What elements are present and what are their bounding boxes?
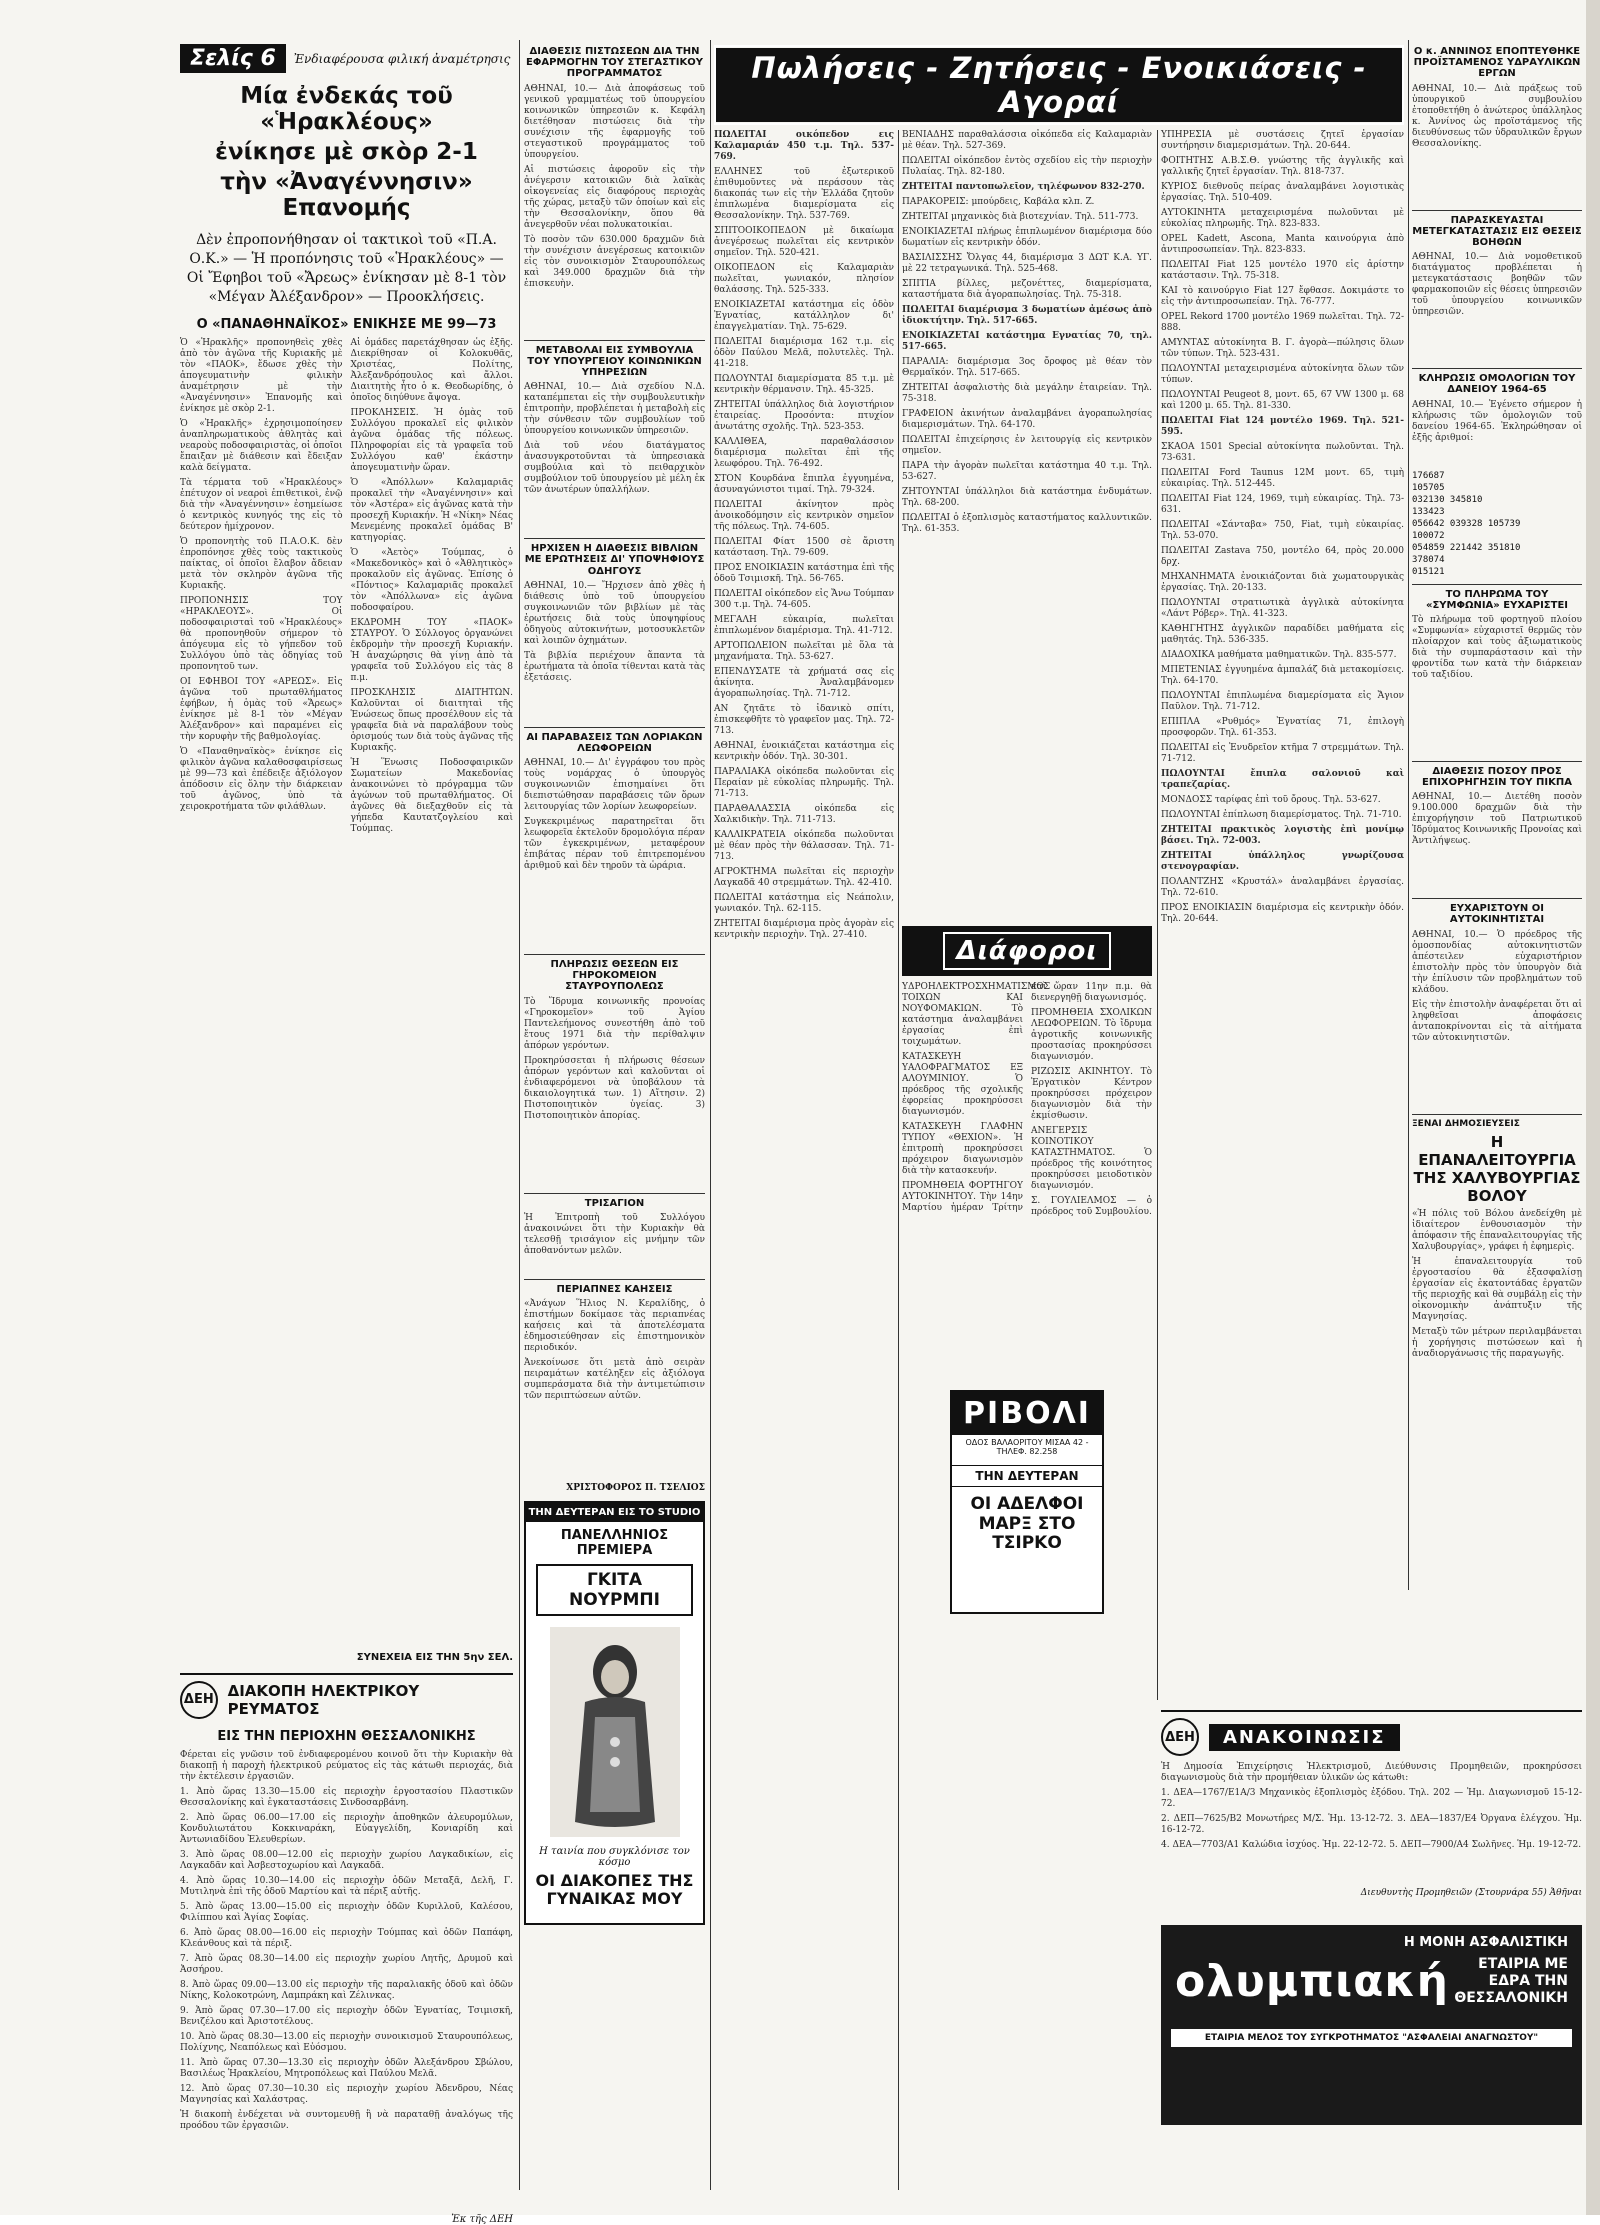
announcements-text: Ἡ Δημοσία Ἐπιχείρησις Ἠλεκτρισμοῦ, Διεύθυνσις Προμηθειῶν, προκηρύσσει διαγωνισμοὺς διὰ τὴν προμήθειαν ὑλικῶν ὡς κάτωθι: 1. ΔΕΑ—1767/Ε1Α/3 Μηχανικὸς ἐξοπλισμὸς ἐξόδου. Τηλ. 202 — Ἡμ. Διαγωνισμοῦ 15-12-72. 2. ΔΕΠ—7625/Β2 Μονωτήρες Μ/Σ. Ἡμ. 13-12-72. 3. ΔΕΑ—1837/Ε4 Ὀργανα ἐλέγχου. Ἡμ. 16-12-72. 4. ΔΕΑ—7703/Α1 Καλώδια ἰσχύος. Ἡμ. 22-12-72. 5. ΔΕΠ—7900/Α4 Σωλῆνες. Ἡμ. 19-12-72. xyxy=(1161,1762,1582,1850)
right-headline-bonds: ΚΛΗΡΩΣΙΣ ΟΜΟΛΟΓΙΩΝ ΤΟΥ ΔΑΝΕΙΟΥ 1964-65 xyxy=(1412,368,1582,395)
section-name: Σελίς 6 xyxy=(180,44,286,73)
news-headline-elderly-home: ΠΛΗΡΩΣΙΣ ΘΕΣΕΩΝ ΕΙΣ ΓΗΡΟΚΟΜΕΙΟΝ ΣΤΑΥΡΟΥΠΟΛΕΩΣ xyxy=(524,954,705,993)
classifieds-text-b-top: ΒΕΝΙΑΔΗΣ παραθαλάσσια οἰκόπεδα εἰς Καλαμαριὰν μὲ θέαν. Τηλ. 527-369. ΠΩΛΕΙΤΑΙ οἰκόπεδον ἐντὸς σχεδίου εἰς τὴν περιοχὴν Πυλαίας. Τηλ. 82-180. ΖΗΤΕΙΤΑΙ παντοπωλεῖον, τηλέφωνον 832-270. ΠΑΡΑΚΟΡΕΙΣ: μπούρδεις, Καβάλα κλπ. Z. ΖΗΤΕΙΤΑΙ μηχανικὸς διὰ βιοτεχνίαν. Τηλ. 511-773. ΕΝΟΙΚΙΑΖΕΤΑΙ πλήρως ἐπιπλωμένον διαμέρισμα δύο δωματίων εἰς κεντρικὴν ὁδόν. ΒΑΣΙΛΙΣΣΗΣ Ὄλγας 44, διαμέρισμα 3 ΔΩΤ Κ.Α. ΥΓ. μὲ 22 τετραγωνικά. Τηλ. 525-468. ΣΠΙΤΙΑ βίλλες, μεζονέττες, διαμερίσματα, καταστήματα διὰ ἀγοραπωλησίας. Τηλ. 75-318. ΠΩΛΕΙΤΑΙ διαμέρισμα 3 δωματίων ἀμέσως ἀπὸ ἰδιοκτήτην. Τηλ. 517-665. ΕΝΟΙΚΙΑΖΕΤΑΙ κατάστημα Εγνατίας 70, τηλ. 517-665. ΠΑΡΑΛΙΑ: διαμέρισμα 3ος ὄροφος μὲ θέαν τὸν Θερμαϊκόν. Τηλ. 517-665. ΖΗΤΕΙΤΑΙ ἀσφαλιστὴς διὰ μεγάλην ἐταιρείαν. Τηλ. 75-318. ΓΡΑΦΕΙΟΝ ἀκινήτων ἀναλαμβάνει ἀγοραπωλησίας διαμερισμάτων. Τηλ. 64-170. ΠΩΛΕΙΤΑΙ ἐπιχείρησις ἐν λειτουργίᾳ εἰς κεντρικὸν σημεῖον. ΠΑΡΑ τὴν ἀγορὰν πωλεῖται κατάστημα 40 τ.μ. Τηλ. 53-627. ΖΗΤΟΥΝΤΑΙ ὑπάλληλοι διὰ κατάστημα ἐνδυμάτων. Τηλ. 68-200. ΠΩΛΕΙΤΑΙ ὁ ἐξοπλισμὸς καταστήματος καλλυντικῶν. Τηλ. 61-353. xyxy=(902,130,1152,534)
classified-ad: ΠΩΛΟΥΝΤΑΙ ἔπιπλα σαλονιοῦ καὶ τραπεζαρίας. xyxy=(1161,769,1404,790)
rivoli-address: ΟΔΟΣ ΒΑΛΑΟΡΙΤΟΥ ΜΙΣΑΑ 42 - ΤΗΛΕΦ. 82.258 xyxy=(965,1438,1089,1456)
olympiaki-footer: ΕΤΑΙΡΙΑ ΜΕΛΟΣ ΤΟΥ ΣΥΓΚΡΟΤΗΜΑΤΟΣ "ΑΣΦΑΛΕΙΑΙ ΑΝΑΓΝΩΣΤΟΥ" xyxy=(1171,2029,1572,2047)
classifieds-col-c xyxy=(1161,130,1404,1710)
sports-headline-3: τὴν «Ἀναγέννησιν» Επανομής xyxy=(220,169,473,221)
cinema-ad-illustration xyxy=(540,1622,690,1842)
right-headline-annino: Ο κ. ΑΝΝΙΝΟΣ ΕΠΟΠΤΕΥΘΗΚΕ ΠΡΟΪΣΤΑΜΕΝΟΣ ΥΔΡΑΥΛΙΚΩΝ ΕΡΓΩΝ xyxy=(1413,46,1581,80)
cinema-ad-title: ΟΙ ΔΙΑΚΟΠΕΣ ΤΗΣ ΓΥΝΑΙΚΑΣ ΜΟΥ xyxy=(535,1871,694,1908)
classified-ad: ΠΩΛΕΙΤΑΙ διαμέρισμα 3 δωματίων ἀμέσως ἀπὸ ἰδιοκτήτην. Τηλ. 517-665. xyxy=(902,305,1152,326)
news-headline-driving: ΗΡΧΙΣΕΝ Η ΔΙΑΘΕΣΙΣ ΒΙΒΛΙΩΝ ΜΕ ΕΡΩΤΗΣΕΙΣ ΔΙ' ΥΠΟΨΗΦΙΟΥΣ ΟΔΗΓΟΥΣ xyxy=(524,538,705,577)
sports-headline-2: ἐνίκησε μὲ σκὸρ 2-1 xyxy=(215,139,478,165)
dei-logo: ΔΕΗ xyxy=(1161,1718,1199,1756)
right-text-pikpa: ΑΘΗΝΑΙ, 10.— Διετέθη ποσὸν 9.100.000 δραχμῶν διὰ τὴν ἐπιχορήγησιν τοῦ Πατριωτικοῦ Ἱδρύματος Κοινωνικῆς Προνοίας καὶ Ἀντιλήψεως. xyxy=(1412,792,1582,847)
bond-number: 378074 xyxy=(1412,554,1445,565)
news-headline-credits: ΔΙΑΘΕΣΙΣ ΠΙΣΤΩΣΕΩΝ ΔΙΑ ΤΗΝ ΕΦΑΡΜΟΓΗΝ ΤΟΥ ΣΤΕΓΑΣΤΙΚΟΥ ΠΡΟΓΡΑΜΜΑΤΟΣ xyxy=(526,46,703,80)
right-text-bonds: ΑΘΗΝΑΙ, 10.— Ἐγένετο σήμερον ἡ κλήρωσις τῶν ὁμολογιῶν τοῦ δανείου 1964-65. Ἐκληρώθησαν οἱ ἑξῆς ἀριθμοί: xyxy=(1412,399,1582,443)
news-headline-memorial: ΤΡΙΣΑΓΙΟΝ xyxy=(524,1193,705,1209)
announcements-footer: Διευθυντὴς Προμηθειῶν (Στουρνάρα 55) Ἀθῆναι xyxy=(1360,1888,1582,1898)
right-text-drivers: ΑΘΗΝΑΙ, 10.— Ὁ πρόεδρος τῆς ὁμοσπονδίας αὐτοκινητιστῶν ἀπέστειλεν εὐχαριστήριον ἐπιστολὴν πρὸς τὸν ὑπουργὸν διὰ τὴν ἐπίλυσιν τῶν προβλημάτων τοῦ κλάδου. Εἰς τὴν ἐπιστολὴν ἀναφέρεται ὅτι αἱ ληφθεῖσαι ἀποφάσεις ἀνταποκρίνονται εἰς τὰ αἰτήματα τῶν αὐτοκινητιστῶν. xyxy=(1412,929,1582,1043)
news-text-driving: ΑΘΗΝΑΙ, 10.— Ἤρχισεν ἀπὸ χθὲς ἡ διάθεσις ὑπὸ τοῦ ὑπουργείου συγκοινωνιῶν τῶν βιβλίων μὲ τὰς ἐρωτήσεις διὰ τοὺς ὑποψηφίους ὁδηγοὺς αὐτοκινήτων, μοτοσυκλετῶν καὶ λοιπῶν ὀχημάτων. Τὰ βιβλία περιέχουν ἅπαντα τὰ ἐρωτήματα τὰ ὁποῖα τίθενται κατὰ τὰς ἐξετάσεις. xyxy=(524,580,705,683)
right-headline-transfer: ΠΑΡΑΣΚΕΥΑΣΤΑΙ ΜΕΤΕΓΚΑΤΑΣΤΑΣΙΣ ΕΙΣ ΘΕΣΕΙΣ ΒΟΗΘΩΝ xyxy=(1412,210,1582,249)
rivoli-ad xyxy=(950,1390,1104,1614)
news-text-elderly-home: Τὸ Ἵδρυμα κοινωνικῆς προνοίας «Γηροκομεῖον» τοῦ Ἁγίου Παντελεήμονος συνεστήθη ἀπὸ τοῦ ἔτους 1971 διὰ τὴν περίθαλψιν ἀπόρων γερόντων. Προκηρύσσεται ἡ πλήρωσις θέσεων ἀπόρων γερόντων καὶ καλοῦνται οἱ ἐνδιαφερόμενοι νὰ ὑποβάλουν τὰ δικαιολογητικά των. 1) Αἴτησιν. 2) Πιστοποιητικὸν ὑγείας. 3) Πιστοποιητικὸν ἀπορίας. xyxy=(524,996,705,1121)
classified-ad: ΖΗΤΕΙΤΑΙ πρακτικὸς λογιστὴς ἐπὶ μονίμῳ βάσει. Τηλ. 72-003. xyxy=(1161,825,1404,846)
news-headline-fires: ΠΕΡΙΑΠΝΕΣ ΚΑΗΣΕΙΣ xyxy=(524,1279,705,1295)
classifieds-text-a: ΠΩΛΕΙΤΑΙ οικόπεδον εις Καλαμαριάν 450 τ.μ. Τηλ. 537-769. ΕΛΛΗΝΕΣ τοῦ ἐξωτερικοῦ ἐπιθυμοῦντες νὰ περάσουν τὰς διακοπάς των εἰς τὴν Ἑλλάδα ζητοῦν ἐπιπλωμένα διαμερίσματα εἰς Θεσσαλονίκην. Τηλ. 537-769. ΣΠΙΤΟΟΙΚΟΠΕΔΟΝ μὲ δικαίωμα ἀνεγέρσεως πωλεῖται εἰς κεντρικὸν σημεῖον. Τηλ. 520-421. ΟΙΚΟΠΕΔΟΝ εἰς Καλαμαριὰν πωλεῖται, γωνιακόν, πλησίον θαλάσσης. Τηλ. 525-333. ΕΝΟΙΚΙΑΖΕΤΑΙ κατάστημα εἰς ὁδὸν Ἐγνατίας, κατάλληλον δι' ἐπαγγελματίαν. Τηλ. 75-629. ΠΩΛΕΙΤΑΙ διαμέρισμα 162 τ.μ. εἰς ὁδὸν Παύλου Μελᾶ, πολυτελὲς. Τηλ. 41-218. ΠΩΛΟΥΝΤΑΙ διαμερίσματα 85 τ.μ. μὲ κεντρικὴν θέρμανσιν. Τηλ. 45-325. ΖΗΤΕΙΤΑΙ ὑπάλληλος διὰ λογιστήριον ἐταιρείας. Προσόντα: πτυχίον ἀνωτάτης σχολῆς. Τηλ. 523-353. ΚΑΛΛΙΘΕΑ, παραθαλάσσιον διαμέρισμα πωλεῖται ἐπὶ τῆς λεωφόρου. Τηλ. 76-492. ΣΤΟΝ Κουρδάνα ἔπιπλα ἐγγυημένα, ἀσυναγώνιστοι τιμαί. Τηλ. 79-324. ΠΩΛΕΙΤΑΙ ἀκίνητον πρὸς ἀνοικοδόμησιν εἰς κεντρικὸν σημεῖον τῆς πόλεως. Τηλ. 74-605. ΠΩΛΕΙΤΑΙ Φίατ 1500 σὲ ἄριστη κατάσταση. Τηλ. 79-609. ΠΡΟΣ ΕΝΟΙΚΙΑΣΙΝ κατάστημα ἐπὶ τῆς ὁδοῦ Τσιμισκῆ. Τηλ. 56-765. ΠΩΛΕΙΤΑΙ οἰκόπεδον εἰς Ἄνω Τούμπαν 300 τ.μ. Τηλ. 74-605. ΜΕΓΑΛΗ εὐκαιρία, πωλεῖται ἐπιπλωμένον διαμέρισμα. Τηλ. 41-712. ΑΡΤΟΠΩΛΕΙΟΝ πωλεῖται μὲ ὅλα τὰ μηχανήματα. Τηλ. 53-627. ΕΠΕΝΔΥΣΑΤΕ τὰ χρήματά σας εἰς ἀκίνητα. Ἀναλαμβάνομεν ἀγοραπωλησίας. Τηλ. 71-712. ΑΝ ζητᾶτε τὸ ἰδανικὸ σπίτι, ἐπισκεφθῆτε τὸ γραφεῖον μας. Τηλ. 72-713. ΑΘΗΝΑΙ, ἐνοικιάζεται κατάστημα εἰς κεντρικὴν ὁδόν. Τηλ. 30-301. ΠΑΡΑΛΙΑΚΑ οἰκόπεδα πωλοῦνται εἰς Περαίαν μὲ εὐκολίας πληρωμῆς. Τηλ. 71-713. ΠΑΡΑΘΑΛΑΣΣΙΑ οἰκόπεδα εἰς Χαλκιδικὴν. Τηλ. 711-713. ΚΑΛΛΙΚΡΑΤΕΙΑ οἰκόπεδα πωλοῦνται μὲ θέαν πρὸς τὴν θάλασσαν. Τηλ. 71-713. ΑΓΡΟΚΤΗΜΑ πωλεῖται εἰς περιοχὴν Λαγκαδᾶ 40 στρεμμάτων. Τηλ. 42-410. ΠΩΛΕΙΤΑΙ κατάστημα εἰς Νεάπολιν, γωνιακόν. Τηλ. 62-115. ΖΗΤΕΙΤΑΙ διαμέρισμα πρὸς ἀγορὰν εἰς κεντρικὴν περιοχὴν. Τηλ. 27-410. xyxy=(714,130,894,940)
classified-ad: ΖΗΤΕΙΤΑΙ ὑπάλληλος γνωρίζουσα στενογραφίαν. xyxy=(1161,851,1404,872)
rivoli-day: ΤΗΝ ΔΕΥΤΕΡΑΝ xyxy=(952,1465,1102,1487)
news-text-memorial: Ἡ Ἐπιτροπὴ τοῦ Συλλόγου ἀνακοινώνει ὅτι τὴν Κυριακὴν θὰ τελεσθῇ τρισάγιον εἰς μνήμην τῶν ἀποθανόντων μελῶν. xyxy=(524,1212,705,1256)
classifieds-banner-text: Πωλήσεις - Ζητήσεις - Ενοικιάσεις - Αγοραί xyxy=(714,45,1404,125)
power-cut-subtitle: ΕΙΣ ΤΗΝ ΠΕΡΙΟΧΗΝ ΘΕΣΣΑΛΟΝΙΚΗΣ xyxy=(217,1728,476,1744)
olympiaki-ad xyxy=(1161,1925,1582,2125)
classified-ad: ΖΗΤΕΙΤΑΙ παντοπωλεῖον, τηλέφωνον 832-270. xyxy=(902,182,1145,192)
right-kicker-foreign: ΞΕΝΑΙ ΔΗΜΟΣΙΕΥΣΕΙΣ xyxy=(1412,1114,1582,1129)
power-cut-text: Φέρεται εἰς γνῶσιν τοῦ ἐνδιαφερομένου κοινοῦ ὅτι τὴν Κυριακὴν θὰ διακοπῇ ἡ παροχὴ ἠλεκτρικοῦ ρεύματος εἰς τὰς κάτωθι περιοχάς, διὰ τὴν ἐκτέλεσιν ἐργασιῶν. 1. Ἀπὸ ὥρας 13.30—15.00 εἰς περιοχὴν ἐργοστασίου Πλαστικῶν Θεσσαλονίκης καὶ ἐγκαταστάσεις Σινδοσαρβάνη. 2. Ἀπὸ ὥρας 06.00—17.00 εἰς περιοχὴν ἀποθηκῶν ἀλευρομύλων, Κονδυλιωτάτου Κοκκιναράκη, Εὐαγγελίδη, Κονιαρίδη καὶ Ἀντωνιαδίδου Ἐλευθερίων. 3. Ἀπὸ ὥρας 08.00—12.00 εἰς περιοχὴν χωρίου Λαγκαδικίων, εἰς Λαγκαδᾶν καὶ Ἀσβεστοχωρίου καὶ Λαγκαδᾶ. 4. Ἀπὸ ὥρας 10.30—14.00 εἰς περιοχὴν ὁδῶν Μεταξᾶ, Δελῆ, Γ. Μυτιληνὰ ἐπὶ τῆς ὁδοῦ Μαρτίου καὶ τὰ πέριξ αὐτῆς. 5. Ἀπὸ ὥρας 13.00—15.00 εἰς περιοχὴν ὁδῶν Κυριλλοῦ, Καλέσου, Φιλίππου καὶ Ἁγίας Σοφίας. 6. Ἀπὸ ὥρας 08.00—16.00 εἰς περιοχὴν Τούμπας καὶ ὁδῶν Παπάφη, Κλεάνθους καὶ τὰ πέριξ. 7. Ἀπὸ ὥρας 08.30—14.00 εἰς περιοχὴν χωρίου Λητῆς, Δρυμοῦ καὶ Ἀσσήρου. 8. Ἀπὸ ὥρας 09.00—13.00 εἰς περιοχὴν τῆς παραλιακῆς ὁδοῦ καὶ ὁδῶν Νίκης, Κολοκοτρώνη, Λαμπράκη καὶ Ζέλινκας. 9. Ἀπὸ ὥρας 07.30—17.00 εἰς περιοχὴν ὁδῶν Ἐγνατίας, Τσιμισκῆ, Βενιζέλου καὶ Ἀριστοτέλους. 10. Ἀπὸ ὥρας 08.30—13.00 εἰς περιοχὴν συνοικισμοῦ Σταυρουπόλεως, Πολίχνης, Νεαπόλεως καὶ Εὐόσμου. 11. Ἀπὸ ὥρας 07.30—13.30 εἰς περιοχὴν ὁδῶν Ἀλεξάνδρου Σβώλου, Βασιλέως Ἡρακλείου, Μητροπόλεως καὶ Παύλου Μελᾶ. 12. Ἀπὸ ὥρας 07.30—10.30 εἰς περιοχὴν χωρίου Ἀδενδρου, Νέας Μαγνησίας καὶ Χαλάστρας. Ἡ διακοπὴ ἐνδέχεται νὰ συντομευθῇ ἢ νὰ παραταθῇ ἀναλόγως τῆς προόδου τῶν ἐργασιῶν. xyxy=(180,1749,513,2131)
news-column xyxy=(524,40,705,2190)
bond-number: 105705 xyxy=(1412,482,1445,493)
news-headline-buses: ΑΙ ΠΑΡΑΒΑΣΕΙΣ ΤΩΝ ΛΟΡΙΑΚΩΝ ΛΕΩΦΟΡΕΙΩΝ xyxy=(524,727,705,754)
classifieds-text-c: ΥΠΗΡΕΣΙΑ μὲ συστάσεις ζητεῖ ἐργασίαν συντήρησιν διαμερισμάτων. Τηλ. 20-644. ΦΟΙΤΗΤΗΣ Α.Β.Σ.Θ. γνώστης τῆς ἀγγλικῆς καὶ γαλλικῆς ζητεῖ ἐργασίαν. Τηλ. 818-737. ΚΥΡΙΟΣ διεθνοῦς πείρας ἀναλαμβάνει λογιστικὰς ἐργασίας. Τηλ. 510-409. ΑΥΤΟΚΙΝΗΤΑ μεταχειρισμένα πωλοῦνται μὲ εὐκολίας πληρωμῆς. Τηλ. 823-833. ΟPEL Kadett, Ascona, Manta καινούργια ἀπὸ ἀντιπροσωπείαν. Τηλ. 823-833. ΠΩΛΕΙΤΑΙ Fiat 125 μοντέλο 1970 εἰς ἀρίστην κατάστασιν. Τηλ. 75-318. ΚΑΙ τὸ καινούργιο Fiat 127 ἔφθασε. Δοκιμάστε το εἰς τὴν ἀντιπροσωπείαν. Τηλ. 76-777. ΟPEL Rekord 1700 μοντέλο 1969 πωλεῖται. Τηλ. 72-888. ΑΜΥΝΤΑΣ αὐτοκίνητα Β. Γ. ἀγορὰ—πώλησις ὅλων τῶν τύπων. Τηλ. 523-431. ΠΩΛΟΥΝΤΑΙ μεταχειρισμένα αὐτοκίνητα ὅλων τῶν τύπων. ΠΩΛΟΥΝΤΑΙ Peugeot 8, μοντ. 65, 67 VW 1300 μ. 68 καὶ 1200 μ. 65. Τηλ. 81-330. ΠΩΛΕΙΤΑΙ Fiat 124 μοντέλο 1969. Τηλ. 521-595. ΣΚΑΟΑ 1501 Special αὐτοκίνητα πωλοῦνται. Τηλ. 73-631. ΠΩΛΕΙΤΑΙ Ford Taunus 12M μοντ. 65, τιμὴ εὐκαιρίας. Τηλ. 512-445. ΠΩΛΕΙΤΑΙ Fiat 124, 1969, τιμὴ εὐκαιρίας. Τηλ. 73-631. ΠΩΛΕΙΤΑΙ «Σάνταβα» 750, Fiat, τιμὴ εὐκαιρίας. Τηλ. 53-070. ΠΩΛΕΙΤΑΙ Zastava 750, μοντέλο 64, πρὸς 20.000 δρχ. ΜΗΧΑΝΗΜΑΤΑ ἐνοικιάζονται διὰ χωματουργικὰς ἐργασίας. Τηλ. 20-133. ΠΩΛΟΥΝΤΑΙ στρατιωτικὰ ἀγγλικὰ αὐτοκίνητα «Λάντ Ρόβερ». Τηλ. 41-323. ΚΑΘΗΓΗΤΗΣ ἀγγλικῶν παραδίδει μαθήματα εἰς μαθητάς. Τηλ. 536-335. ΔΙΑΔΟΧΙΚΑ μαθήματα μαθηματικῶν. Τηλ. 835-577. ΜΠΕΤΕΝΙΑΣ ἐγγυημένα ἀμπαλάζ διὰ μετακομίσεις. Τηλ. 64-170. ΠΩΛΟΥΝΤΑΙ ἐπιπλωμένα διαμερίσματα εἰς Ἄγιον Παῦλον. Τηλ. 71-712. ΕΠΙΠΛΑ «Ρυθμός» Ἐγνατίας 71, ἐπιλογὴ προσφορῶν. Τηλ. 61-353. ΠΩΛΕΙΤΑΙ εἰς Ἐνυδρεῖον κτῆμα 7 στρεμμάτων. Τηλ. 71-712. ΠΩΛΟΥΝΤΑΙ ἔπιπλα σαλονιοῦ καὶ τραπεζαρίας. ΜΟΝΔΟΣΣ ταρίφας ἐπὶ τοῦ ὄρους. Τηλ. 53-627. ΠΩΛΟΥΝΤΑΙ ἐπίπλωση διαμερίσματος. Τηλ. 71-710. ΖΗΤΕΙΤΑΙ πρακτικὸς λογιστὴς ἐπὶ μονίμῳ βάσει. Τηλ. 72-003. ΖΗΤΕΙΤΑΙ ὑπάλληλος γνωρίζουσα στενογραφίαν. ΠΟΛΑΝΤΖΗΣ «Κρυστάλ» ἀναλαμβάνει ἐργασίας. Τηλ. 72-610. ΠΡΟΣ ΕΝΟΙΚΙΑΣΙΝ διαμέρισμα εἰς κεντρικὴν ὁδόν. Τηλ. 20-644. xyxy=(1161,130,1404,924)
cinema-ad-star: ΓΚΙΤΑ ΝΟΥΡΜΠΙ xyxy=(536,1564,693,1616)
bond-number: 015121 xyxy=(1412,566,1445,577)
announcements-header xyxy=(1161,1712,1582,1762)
cinema-ad-premiere: ΠΑΝΕΛΛΗΝΙΟΣ ΠΡΕΜΙΕΡΑ xyxy=(560,1528,669,1558)
sports-continued: ΣΥΝΕΧΕΙΑ ΕΙΣ ΤΗΝ 5ην ΣΕΛ. xyxy=(356,1651,513,1663)
bond-number: 133423 xyxy=(1412,506,1445,517)
classifieds-text-b-mid: ΥΔΡΟΗΛΕΚΤΡΟΣΧΗΜΑΤΙΣΜΟΣ ΤΟΙΧΩΝ ΚΑΙ ΝΟΥΦΟΜΑΚΙΩΝ. Τὸ κατάστημα ἀναλαμβάνει ἐργασίας ἐπὶ τοιχωμάτων. ΚΑΤΑΣΚΕΥΗ ΥΑΛΟΦΡΑΓΜΑΤΟΣ ΕΞ ΑΛΟΥΜΙΝΙΟΥ. Ὁ πρόεδρος τῆς σχολικῆς ἐφορείας προκηρύσσει διαγωνισμόν. ΚΑΤΑΣΚΕΥΗ ΓΛΑΦΗΝ ΤΥΠΟΥ «ΘΕΧΙΟΝ». Ἡ ἐπιτροπὴ προκηρύσσει πρόχειρον διαγωνισμὸν διὰ τὴν κατασκευήν. ΠΡΟΜΗΘΕΙΑ ΦΟΡΤΗΓΟΥ ΑΥΤΟΚΙΝΗΤΟΥ. Τὴν 14ην Μαρτίου ἡμέραν Τρίτην καὶ ὥραν 11ην π.μ. θὰ διενεργηθῇ διαγωνισμός. ΠΡΟΜΗΘΕΙΑ ΣΧΟΛΙΚΩΝ ΛΕΩΦΟΡΕΙΩΝ. Τὸ ἴδρυμα ἀγροτικῆς κοινωνικῆς προστασίας προκηρύσσει διαγωνισμόν. ΡΙΖΩΣΙΣ ΑΚΙΝΗΤΟΥ. Τὸ Ἐργατικὸν Κέντρον προκηρύσσει πρόχειρον διαγωνισμὸν διὰ τὴν ἐκμίσθωσιν. ΑΝΕΓΕΡΣΙΣ ΚΟΙΝΟΤΙΚΟΥ ΚΑΤΑΣΤΗΜΑΤΟΣ. Ὁ πρόεδρος τῆς κοινότητος προκηρύσσει μειοδοτικὸν διαγωνισμόν. Σ. ΓΟΥΛΙΕΛΜΟΣ — ὁ πρόεδρος τοῦ Συμβουλίου. xyxy=(902,982,1152,1217)
right-headline-steel: Η ΕΠΑΝΑΛΕΙΤΟΥΡΓΙΑ ΤΗΣ ΧΑΛΥΒΟΥΡΓΙΑΣ ΒΟΛΟΥ xyxy=(1413,1132,1581,1205)
section-header xyxy=(180,44,513,73)
news-signature: ΧΡΙΣΤΟΦΟΡΟΣ Π. ΤΣΕΛΙΟΣ xyxy=(566,1483,705,1493)
news-text-buses: ΑΘΗΝΑΙ, 10.— Δι' ἐγγράφου του πρὸς τοὺς νομάρχας ὁ ὑπουργὸς συγκοινωνιῶν ἐπισημαίνει ὅτι διεπιστώθησαν παραβάσεις τῶν ὅρων λειτουργίας τῶν λορίων λεωφορείων. Συγκεκριμένως παρατηρεῖται ὅτι λεωφορεῖα ἐκτελοῦν δρομολόγια πέραν τῶν ἐγκεκριμένων, μεταφέρουν ἐπιβάτας πέραν τοῦ ἐπιτρεπομένου ἀριθμοῦ καὶ δὲν τηροῦν τὰ ὡράρια. xyxy=(524,758,705,872)
sports-headline-1: Μία ἐνδεκάς τοῦ «Ἡρακλέους» xyxy=(240,83,453,135)
news-text-councils: ΑΘΗΝΑΙ, 10.— Διὰ σχεδίου Ν.Δ. καταπέμπεται εἰς τὴν συμβουλευτικὴν ἐπιτροπὴν, προβλέπεται ἡ μεταβολὴ εἰς τὴν σύνθεσιν τῶν συμβουλίων τοῦ ὑπουργείου κοινωνικῶν ὑπηρεσιῶν. Διὰ τοῦ νέου διατάγματος ἀνασυγκροτοῦνται τὰ ὑπηρεσιακὰ συμβούλια καὶ τὸ πειθαρχικὸν συμβούλιον τοῦ ὑπουργείου μὲ μέλη ἐκ τῶν ἀνωτέρων ὑπαλλήλων. xyxy=(524,382,705,496)
column-rule xyxy=(1157,130,1158,1700)
right-text-annino: ΑΘΗΝΑΙ, 10.— Διὰ πράξεως τοῦ ὑπουργικοῦ συμβουλίου ἐτοποθετήθη ὁ ἀνώτερος ὑπάλληλος κ. Ἀννίνος ὡς προϊστάμενος τῆς διευθύνσεως τῶν ὑδραυλικῶν ἔργων Θεσσαλονίκης. xyxy=(1412,83,1582,149)
cinema-ad-tagline: Η ταινία που συγκλόνισε τον κόσμο xyxy=(539,1846,690,1868)
bond-number: 056642 039328 105739 xyxy=(1412,518,1521,529)
dei-logo: ΔΕΗ xyxy=(180,1681,218,1719)
bond-number: 032130 345810 xyxy=(1412,494,1483,505)
classified-ad: ΕΝΟΙΚΙΑΖΕΤΑΙ κατάστημα Εγνατίας 70, τηλ. 517-665. xyxy=(902,331,1152,352)
power-cut-footer: Ἐκ τῆς ΔΕΗ xyxy=(451,2213,513,2225)
right-text-crew: Τὸ πλήρωμα τοῦ φορτηγοῦ πλοίου «Συμφωνία» εὐχαριστεῖ θερμῶς τὸν πλοίαρχον καὶ τοὺς ἀξιωματικοὺς διὰ τὴν συμπαράστασιν καὶ τὴν φροντίδα των κατὰ τὴν διάρκειαν τοῦ ταξιδίου. xyxy=(1412,614,1582,680)
rivoli-name: ΡΙΒΟΛΙ xyxy=(952,1392,1102,1435)
bond-numbers xyxy=(1412,470,1582,578)
right-headline-drivers: ΕΥΧΑΡΙΣΤΟΥΝ ΟΙ ΑΥΤΟΚΙΝΗΤΙΣΤΑΙ xyxy=(1412,898,1582,925)
column-rule xyxy=(710,40,711,2190)
news-text-credits: ΑΘΗΝΑΙ, 10.— Διὰ ἀποφάσεως τοῦ γενικοῦ γραμματέως τοῦ ὑπουργείου κοινωνικῶν ὑπηρεσιῶν κ. Κεφάλη διετέθησαν πιστώσεις διὰ τὴν συνέχισιν τῆς ἐφαρμογῆς τοῦ στεγαστικοῦ προγράμματος τοῦ ὑπουργείου. Αἱ πιστώσεις ἀφοροῦν εἰς τὴν ἀνέγερσιν κατοικιῶν διὰ λαϊκὰς οἰκογενείας εἰς διαφόρους περιοχὰς τῆς χώρας, μεταξὺ τῶν ὁποίων καὶ εἰς τὴν Θεσσαλονίκην, ὅπου θὰ ἀνεγερθοῦν νέαι πολυκατοικίαι. Τὸ ποσὸν τῶν 630.000 δραχμῶν διὰ τὴν συνέχισιν ἀνεγέρσεως κατοικιῶν εἰς τὸν συνοικισμὸν Σταυρουπόλεως καὶ 349.000 δραχμῶν διὰ τὴν ἐπισκευὴν. xyxy=(524,83,705,289)
page-right-edge xyxy=(1586,0,1600,2215)
column-rule xyxy=(519,40,520,2190)
classifieds-banner xyxy=(714,48,1404,122)
right-headline-pikpa: ΔΙΑΘΕΣΙΣ ΠΟΣΟΥ ΠΡΟΣ ΕΠΙΧΟΡΗΓΗΣΙΝ ΤΟΥ ΠΙΚΠΑ xyxy=(1412,761,1582,788)
classifieds-col-a xyxy=(714,130,894,2180)
announcements-box xyxy=(1161,1710,1582,1917)
olympiaki-main xyxy=(1161,1950,1582,2013)
sports-article-text: Ὁ «Ἡρακλῆς» προπονηθεὶς χθὲς ἀπὸ τὸν ἀγῶνα τῆς Κυριακῆς μὲ τὸν «ΠΑΟΚ», ἔδωσε χθὲς τὴν ἀπογευματινὴν φιλικὴν ἀναμέτρησιν μὲ τὴν «Ἀναγέννησιν» Ἐπανομῆς καὶ ἐνίκησε μὲ σκὸρ 2-1. Ὁ «Ἡρακλῆς» ἐχρησιμοποίησεν ἀναπληρωματικοὺς ἀθλητὰς καὶ νεαροὺς ποδοσφαιριστὰς, οἱ ὁποῖοι ἔπαιξαν μὲ διάθεσιν καὶ ἔδειξαν καλὰ δείγματα. Τὰ τέρματα τοῦ «Ἡρακλέους» ἐπέτυχον οἱ νεαροὶ ἐπιθετικοὶ, ἐνῷ διὰ τὴν «Ἀναγέννησιν» ἐσημείωσε ὁ κεντρικὸς κυνηγός της εἰς τὸ δεύτερον ἡμίχρονον. Ὁ προπονητὴς τοῦ Π.Α.Ο.Κ. δὲν ἐπροπόνησε χθὲς τοὺς τακτικοὺς παίκτας, οἱ ὁποῖοι ἔλαβον ἄδειαν μετὰ τὸν σκληρὸν ἀγῶνα τῆς Κυριακῆς. ΠΡΟΠΟΝΗΣΙΣ ΤΟΥ «ΗΡΑΚΛΕΟΥΣ». Οἱ ποδοσφαιρισταὶ τοῦ «Ἡρακλέους» θὰ προπονηθοῦν σήμερον τὸ ἀπόγευμα εἰς τὸ γήπεδον τοῦ Συλλόγου ὑπὸ τὰς ὁδηγίας τοῦ προπονητοῦ των. ΟΙ ΕΦΗΒΟΙ ΤΟΥ «ΑΡΕΩΣ». Εἰς ἀγῶνα τοῦ πρωταθλήματος ἐφήβων, ἡ ὁμὰς τοῦ «Ἄρεως» ἐνίκησε μὲ 8-1 τὸν «Μέγαν Ἀλέξανδρον» καὶ παραμένει εἰς τὴν κορυφὴν τῆς βαθμολογίας. Ὁ «Παναθηναϊκὸς» ἐνίκησε εἰς φιλικὸν ἀγῶνα καλαθοσφαιρίσεως μὲ 99—73 καὶ ἐπέδειξε ἀξιόλογον ἀπόδοσιν εἰς ὅλην τὴν διάρκειαν τοῦ ἀγῶνος, ὑπὸ τὰ χειροκροτήματα τῶν φιλάθλων. Αἱ ὁμάδες παρετάχθησαν ὡς ἑξῆς. Διεκρίθησαν οἱ Κολοκυθᾶς, Χριστέας, Πολίτης, Ἀλεξανδρόπουλος καὶ ἄλλοι. Διαιτητὴς ἦτο ὁ κ. Θεοδωρίδης, ὁ ὁποῖος διηύθυνε ἄψογα. ΠΡΟΚΛΗΣΕΙΣ. Ἡ ὁμὰς τοῦ Συλλόγου προκαλεῖ εἰς φιλικὸν ἀγῶνα ὁμάδας τῆς πόλεως. Πληροφορίαι εἰς τὰ γραφεῖα τοῦ Συλλόγου καθ' ἑκάστην ἀπογευματινὴν ὥραν. Ὁ «Ἀπόλλων» Καλαμαριᾶς προκαλεῖ τὴν «Ἀναγέννησιν» καὶ τὸν «Ἀστέρα» εἰς ἀγῶνας κατὰ τὴν προσεχῆ Κυριακήν. Ἡ «Νίκη» Νέας Μενεμένης προκαλεῖ ὁμάδας Β' κατηγορίας. Ὁ «Ἀετὸς» Τούμπας, ὁ «Μακεδονικὸς» καὶ ὁ «Ἀθλητικὸς» προκαλοῦν εἰς ἀγῶνας. Ἐπίσης ὁ «Πόντιος» Καλαμαριᾶς προκαλεῖ τὸν «Ἀπόλλωνα» εἰς ἀγῶνα ποδοσφαίρου. ΕΚΔΡΟΜΗ ΤΟΥ «ΠΑΟΚ» ΣΤΑΥΡΟΥ. Ὁ Σύλλογος ὀργανώνει ἐκδρομὴν τὴν προσεχῆ Κυριακήν. Ἡ ἀναχώρησις θὰ γίνῃ ἀπὸ τὰ γραφεῖα τοῦ Συλλόγου εἰς τὰς 8 π.μ. ΠΡΟΣΚΛΗΣΙΣ ΔΙΑΙΤΗΤΩΝ. Καλοῦνται οἱ διαιτηταὶ τῆς Ἑνώσεως ὅπως προσέλθουν εἰς τὰ γραφεῖα διὰ νὰ παραλάβουν τοὺς ὁρισμούς των διὰ τοὺς ἀγῶνας τῆς Κυριακῆς. Ἡ Ἕνωσις Ποδοσφαιρικῶν Σωματείων Μακεδονίας ἀνακοινώνει τὸ πρόγραμμα τῶν ἀγώνων τοῦ πρωταθλήματος. Οἱ ἀγῶνες θὰ διεξαχθοῦν εἰς τὰ γήπεδα Καυτατζογλείου καὶ Τούμπας. xyxy=(180,337,513,834)
bond-number: 100072 xyxy=(1412,530,1445,541)
right-headline-crew: ΤΟ ΠΛΗΡΩΜΑ ΤΟΥ «ΣΥΜΦΩΝΙΑ» ΕΥΧΑΡΙΣΤΕΙ xyxy=(1412,584,1582,611)
bond-number: 176687 xyxy=(1412,470,1445,481)
classifieds-col-b xyxy=(902,130,1152,2180)
column-rule xyxy=(898,130,899,2190)
bond-number: 054859 221442 351810 xyxy=(1412,542,1521,553)
cinema-ad xyxy=(524,1501,705,1925)
classified-ad: ΠΩΛΕΙΤΑΙ οικόπεδον εις Καλαμαριάν 450 τ.μ. Τηλ. 537-769. xyxy=(714,130,894,162)
power-cut-header xyxy=(180,1681,513,1719)
jobs-banner xyxy=(902,926,1152,976)
jobs-banner-text: Διάφοροι xyxy=(943,932,1112,970)
olympiaki-line1: Η ΜΟΝΗ ΑΣΦΑΛΙΣΤΙΚΗ xyxy=(1403,1935,1568,1950)
news-headline-councils: ΜΕΤΑΒΟΛΑΙ ΕΙΣ ΣΥΜΒΟΥΛΙΑ ΤΟΥ ΥΠΟΥΡΓΕΙΟΥ ΚΟΙΝΩΝΙΚΩΝ ΥΠΗΡΕΣΙΩΝ xyxy=(524,340,705,379)
announcements-title: ΑΝΑΚΟΙΝΩΣΙΣ xyxy=(1209,1724,1400,1751)
right-column xyxy=(1412,40,1582,1600)
cinema-ad-top: ΤΗΝ ΔΕΥΤΕΡΑΝ ΕΙΣ ΤΟ STUDIO xyxy=(526,1503,703,1522)
right-text-steel: «Ἡ πόλις τοῦ Βόλου ἀνεδείχθη μὲ ἰδιαίτερον ἐνθουσιασμὸν τὴν ἀπόφασιν τῆς ἐπαναλειτουργίας τῆς Χαλυβουργίας», γράφει ἡ ἐφημερὶς. Ἡ ἐπαναλειτουργία τοῦ ἐργοστασίου θὰ ἐξασφαλίσῃ ἐργασίαν εἰς ἑκατοντάδας ἐργατῶν τῆς περιοχῆς καὶ θὰ συμβάλῃ εἰς τὴν οἰκονομικὴν ἀνάπτυξιν τῆς Μαγνησίας. Μεταξὺ τῶν μέτρων περιλαμβάνεται ἡ χορήγησις πιστώσεων καὶ ἡ ἀναδιοργάνωσις τῆς παραγωγῆς. xyxy=(1412,1208,1582,1359)
power-cut-title: ΔΙΑΚΟΠΗ ΗΛΕΚΤΡΙΚΟΥ ΡΕΥΜΑΤΟΣ xyxy=(227,1681,420,1718)
section-tagline: Ἐνδιαφέρουσα φιλική ἀναμέτρησις xyxy=(293,51,511,66)
sports-subhead: Δὲν ἐπροπονήθησαν οἱ τακτικοὶ τοῦ «Π.Α. Ο.Κ.» — Ἡ προπόνησις τοῦ «Ἡρακλέους» — Οἱ Ἔφηβοι τοῦ «Ἄρεως» ἐνίκησαν μὲ 8-1 τὸν «Μέγαν Ἀλέξανδρον» — Προοκλήσεις. xyxy=(186,232,507,305)
basket-headline: Ο «ΠΑΝΑΘΗΝΑΪΚΟΣ» ΕΝΙΚΗΣΕ ΜΕ 99—73 xyxy=(196,316,497,332)
olympiaki-brand: ολυμπιακή xyxy=(1175,1956,1449,2007)
column-rule xyxy=(1408,40,1409,1590)
rivoli-film: ΟΙ ΑΔΕΛΦΟΙ ΜΑΡΞ ΣΤΟ ΤΣΙΡΚΟ xyxy=(970,1494,1084,1554)
classified-ad: ΠΩΛΕΙΤΑΙ Fiat 124 μοντέλο 1969. Τηλ. 521-595. xyxy=(1161,416,1404,437)
olympiaki-line2: ΕΤΑΙΡΙΑ ΜΕ ΕΔΡΑ ΤΗΝ ΘΕΣΣΑΛΟΝΙΚΗ xyxy=(1454,1956,1568,2006)
power-cut-notice xyxy=(180,1673,513,2225)
sports-column xyxy=(180,40,513,2225)
right-text-transfer: ΑΘΗΝΑΙ, 10.— Διὰ νομοθετικοῦ διατάγματος προβλέπεται ἡ μετεγκατάστασις βοηθῶν τῶν φαρμακοποιῶν εἰς θέσεις ὑπηρεσιῶν τοῦ ὑπουργείου κοινωνικῶν ὑπηρεσιῶν. xyxy=(1412,252,1582,318)
news-text-fires: «Ἀνάγων Ἥλιος Ν. Κεραλίδης, ὁ ἐπιστήμων δοκίμασε τὰς περιαπνέας καήσεις καὶ τὰ ἀποτελέσματα ἐδημοσιεύθησαν εἰς ἐπιστημονικὸν περιοδικόν. Ἀνεκοίνωσε ὅτι μετὰ ἀπὸ σειρὰν πειραμάτων κατέληξεν εἰς ἀξιόλογα συμπεράσματα διὰ τὴν ἀντιμετώπισιν τῶν περιπτώσεων αὐτῶν. xyxy=(524,1299,705,1401)
